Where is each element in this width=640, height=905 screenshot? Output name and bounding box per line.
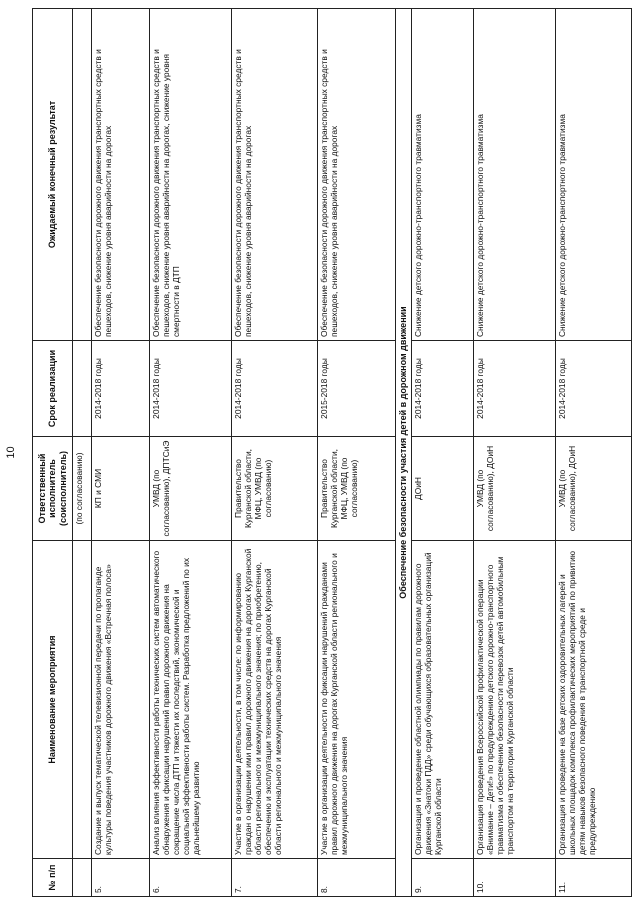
cell-executor: УМВД (по согласованию), ДОиН bbox=[474, 437, 556, 541]
cell-name: Организация и проведение областной олимпиады по правилам дорожного движения «Знатоки ПДД» среди обучающихся образовательных организаций Курганской области bbox=[412, 541, 474, 859]
cell-name: Организация и проведение на базе детских оздоровительных лагерей и школьных площадок комплекса профилактических мероприятий по привитию детям навыков безопасного поведения в транспортной среде и предупреждению bbox=[556, 541, 632, 859]
cell-term: 2015-2018 годы bbox=[318, 341, 396, 437]
table-row bbox=[150, 9, 232, 897]
cell-executor: (по согласованию) bbox=[73, 437, 92, 541]
table-row bbox=[318, 9, 396, 897]
table-header-row bbox=[33, 9, 73, 897]
cell-executor: Правительство Курганской области, МФЦ, УМВД (по согласованию) bbox=[232, 437, 318, 541]
cell-name: Анализ влияния эффективности работы технических систем автоматического обнаружения и фиксации нарушений правил дорожного движения на сокращение числа ДТП и тяжести их последствий, экономической и социальной эффективности работы систем. Разработка предложений по их дальнейшему развитию bbox=[150, 541, 232, 859]
cell-result: Снижение детского дорожно-транспортного травматизма bbox=[412, 9, 474, 341]
cell-result: Снижение детского дорожно-транспортного травматизма bbox=[556, 9, 632, 341]
header-name: Наименование мероприятия bbox=[33, 541, 73, 859]
cell-name: Участие в организации деятельности по фиксации нарушений гражданами правил дорожного движения на дорогах Курганской области регионального и межмуниципального значения bbox=[318, 541, 396, 859]
cell-num: 10. bbox=[474, 859, 556, 897]
table-row bbox=[412, 9, 474, 897]
cell-executor: Правительство Курганской области, МФЦ, УМВД (по согласованию) bbox=[318, 437, 396, 541]
cell-num: 8. bbox=[318, 859, 396, 897]
cell-num: 6. bbox=[150, 859, 232, 897]
cell-executor: УМВД (по согласованию), ДОиН bbox=[556, 437, 632, 541]
cell-result: Обеспечение безопасности дорожного движения транспортных средств и пешеходов, снижение уровня аварийности на дорогах bbox=[318, 9, 396, 341]
cell-term: 2014-2018 годы bbox=[150, 341, 232, 437]
table-row bbox=[232, 9, 318, 897]
table-row bbox=[73, 9, 92, 897]
header-num: № п/п bbox=[33, 859, 73, 897]
header-term: Срок реализации bbox=[33, 341, 73, 437]
cell-executor: УМВД (по согласованию), ДПТСиЭ bbox=[150, 437, 232, 541]
table-row bbox=[556, 9, 632, 897]
cell-term: 2014-2018 годы bbox=[474, 341, 556, 437]
cell-result: Снижение детского дорожно-транспортного травматизма bbox=[474, 9, 556, 341]
cell-num: 9. bbox=[412, 859, 474, 897]
cell-term: 2014-2018 годы bbox=[556, 341, 632, 437]
cell-executor: ДОиН bbox=[412, 437, 474, 541]
cell-result: Обеспечение безопасности дорожного движения транспортных средств и пешеходов, снижение уровня аварийности на дорогах bbox=[232, 9, 318, 341]
table-row bbox=[92, 9, 150, 897]
cell-term: 2014-2018 годы bbox=[232, 341, 318, 437]
section-header-row bbox=[396, 9, 412, 897]
cell-num: 11. bbox=[556, 859, 632, 897]
table-row bbox=[474, 9, 556, 897]
cell-executor: КП и СМИ bbox=[92, 437, 150, 541]
cell-num: 5. bbox=[92, 859, 150, 897]
cell-name: Участие в организации деятельности, в том числе: по информированию граждан о нарушении ими правил дорожного движения на дорогах Курганской области регионального и межмуниципального значения; по приобретению, обеспечению и эксплуатации технических средств на дорогах Курганской области регионального и межмуниципального значения bbox=[232, 541, 318, 859]
cell-result: Обеспечение безопасности дорожного движения транспортных средств и пешеходов, снижение уровня аварийности на дорогах bbox=[92, 9, 150, 341]
cell-name: Организация проведения Всероссийской профилактической операции «Внимание – Дети!» по предупреждению детского дорожно-транспортного травматизма и обеспечению безопасности перевозок детей автомобильным транспортом на территории Курганской области bbox=[474, 541, 556, 859]
cell-result: Обеспечение безопасности дорожного движения транспортных средств и пешеходов, снижение уровня аварийности на дорогах, снижение уровня смертности в ДТП bbox=[150, 9, 232, 341]
section-title: Обеспечение безопасности участия детей в дорожном движении bbox=[396, 9, 412, 897]
cell-term: 2014-2018 годы bbox=[92, 341, 150, 437]
cell-name: Создание и выпуск тематической телевизионной передачи по пропаганде культуры поведения участников дорожного движения «Встречная полоса» bbox=[92, 541, 150, 859]
cell-term: 2014-2018 годы bbox=[412, 341, 474, 437]
cell-num: 7. bbox=[232, 859, 318, 897]
measures-table bbox=[32, 8, 632, 897]
page-number: 10 bbox=[5, 446, 17, 459]
header-executor: Ответственный исполнитель (соисполнитель) bbox=[33, 437, 73, 541]
header-result: Ожидаемый конечный результат bbox=[33, 9, 73, 341]
